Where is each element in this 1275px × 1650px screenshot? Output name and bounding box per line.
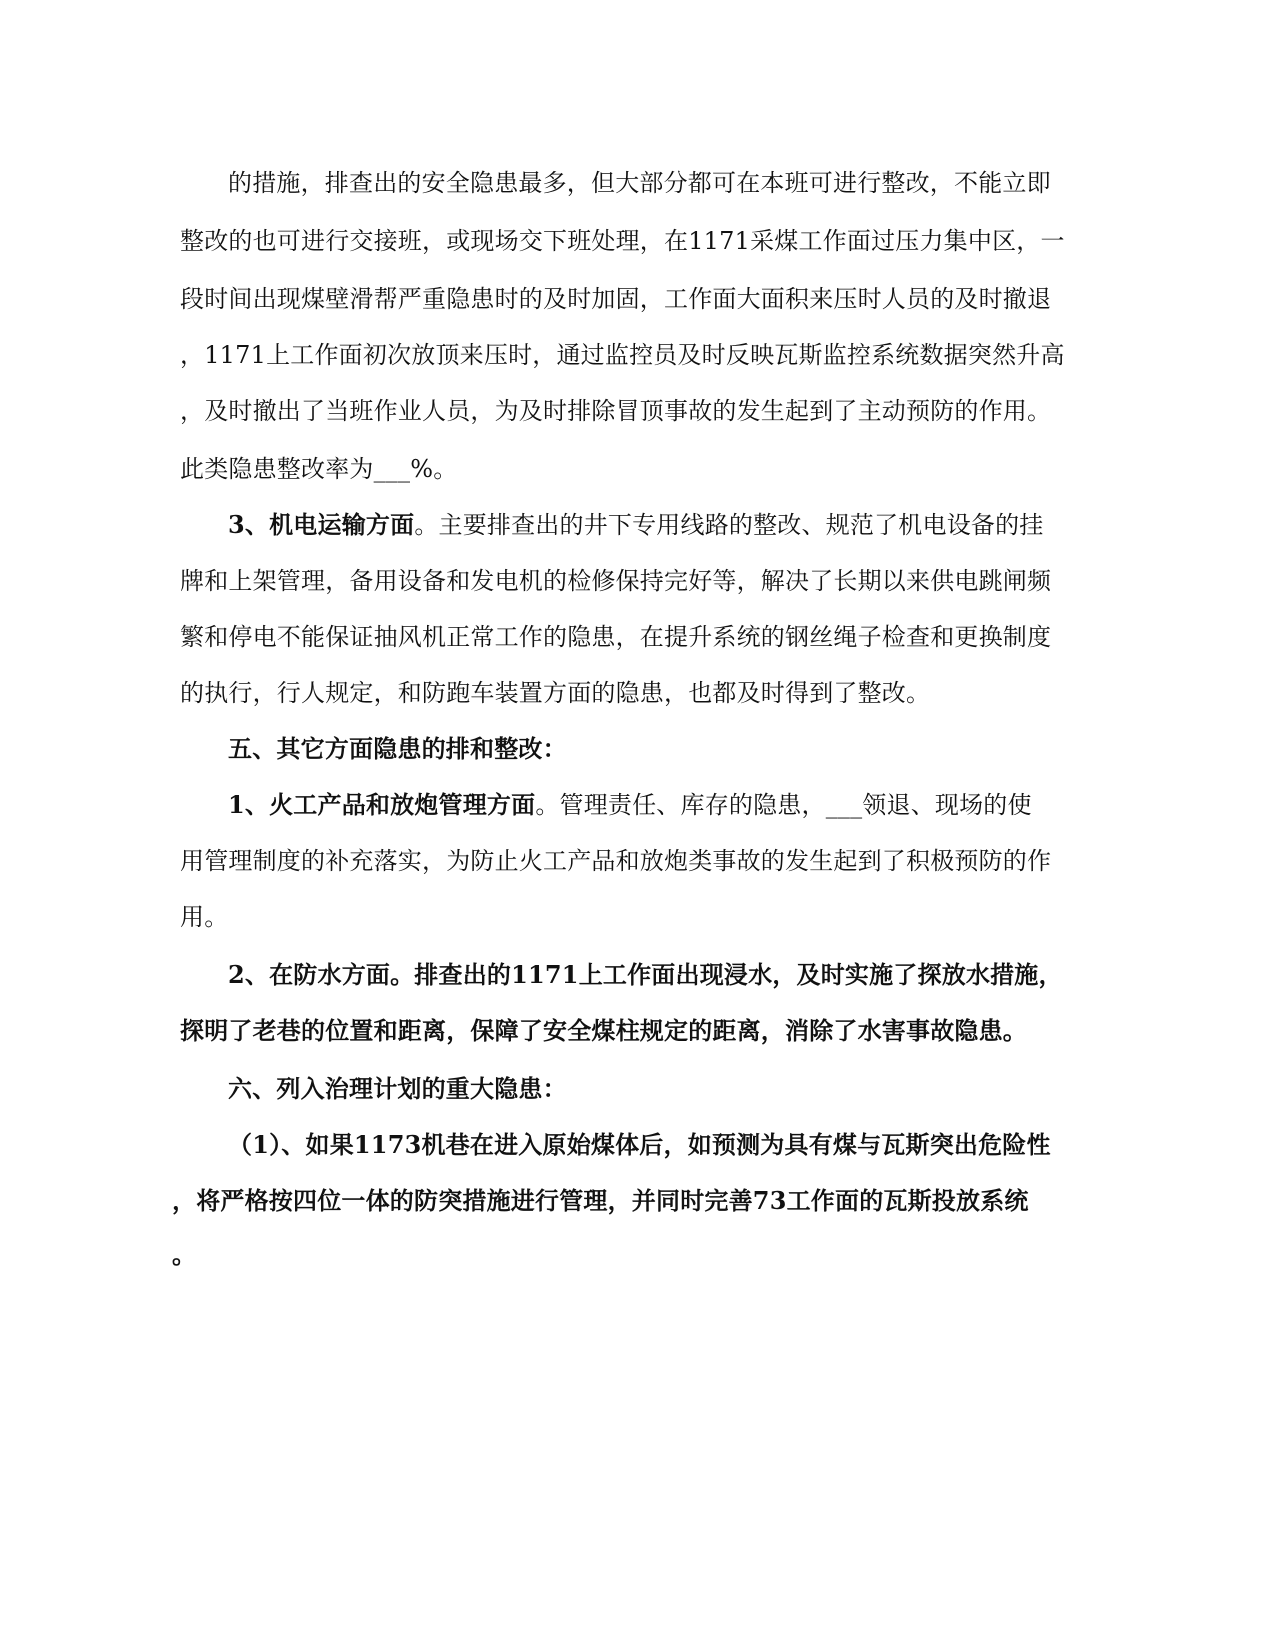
- para5-line3: 。: [172, 1240, 197, 1269]
- para3-heading: 1、火工产品和放炮管理方面: [228, 790, 536, 819]
- para3-line1: [228, 790, 1032, 820]
- para2-line2: 牌和上架管理，备用设备和发电机的检修保持完好等，解决了长期以来供电跳闸频: [180, 567, 1052, 595]
- section6-heading: 六、列入治理计划的重大隐患：: [228, 1074, 567, 1103]
- para1-line4: ，1171上工作面初次放顶来压时，通过监控员及时反映瓦斯监控系统数据突然升高: [180, 341, 1065, 369]
- para1-line6: 此类隐患整改率为___%。: [180, 455, 458, 483]
- para2-line4: 的执行，行人规定，和防跑车装置方面的隐患，也都及时得到了整改。: [180, 679, 931, 707]
- para2-line3: 繁和停电不能保证抽风机正常工作的隐患，在提升系统的钢丝绳子检查和更换制度: [180, 623, 1052, 651]
- para1-line5: ，及时撤出了当班作业人员，为及时排除冒顶事故的发生起到了主动预防的作用。: [180, 397, 1052, 425]
- para5-line2: ，将严格按四位一体的防突措施进行管理，并同时完善73工作面的瓦斯投放系统: [172, 1186, 1029, 1215]
- para4-line1: 2、在防水方面。排查出的1171上工作面出现浸水，及时实施了探放水措施，: [228, 960, 1063, 989]
- para5-line1: （1）、如果1173机巷在进入原始煤体后，如预测为具有煤与瓦斯突出危险性: [228, 1130, 1051, 1159]
- para2-line1: [228, 510, 1044, 540]
- para4-line2: 探明了老巷的位置和距离，保障了安全煤柱规定的距离，消除了水害事故隐患。: [180, 1016, 1027, 1045]
- para2-line1-text: 。主要排查出的井下专用线路的整改、规范了机电设备的挂: [414, 511, 1044, 539]
- para1-line1: 的措施，排查出的安全隐患最多，但大部分都可在本班可进行整改，不能立即: [228, 169, 1051, 197]
- para3-line1-text: 。管理责任、库存的隐患，___领退、现场的使: [535, 791, 1032, 819]
- para2-heading: 3、机电运输方面: [228, 510, 415, 539]
- para1-line2: 整改的也可进行交接班，或现场交下班处理，在1171采煤工作面过压力集中区，一: [180, 227, 1065, 255]
- section5-heading: 五、其它方面隐患的排和整改：: [228, 734, 567, 763]
- para3-line3: 用。: [180, 903, 229, 931]
- para1-line3: 段时间出现煤壁滑帮严重隐患时的及时加固，工作面大面积来压时人员的及时撤退: [180, 285, 1052, 313]
- para3-line2: 用管理制度的补充落实，为防止火工产品和放炮类事故的发生起到了积极预防的作: [180, 847, 1052, 875]
